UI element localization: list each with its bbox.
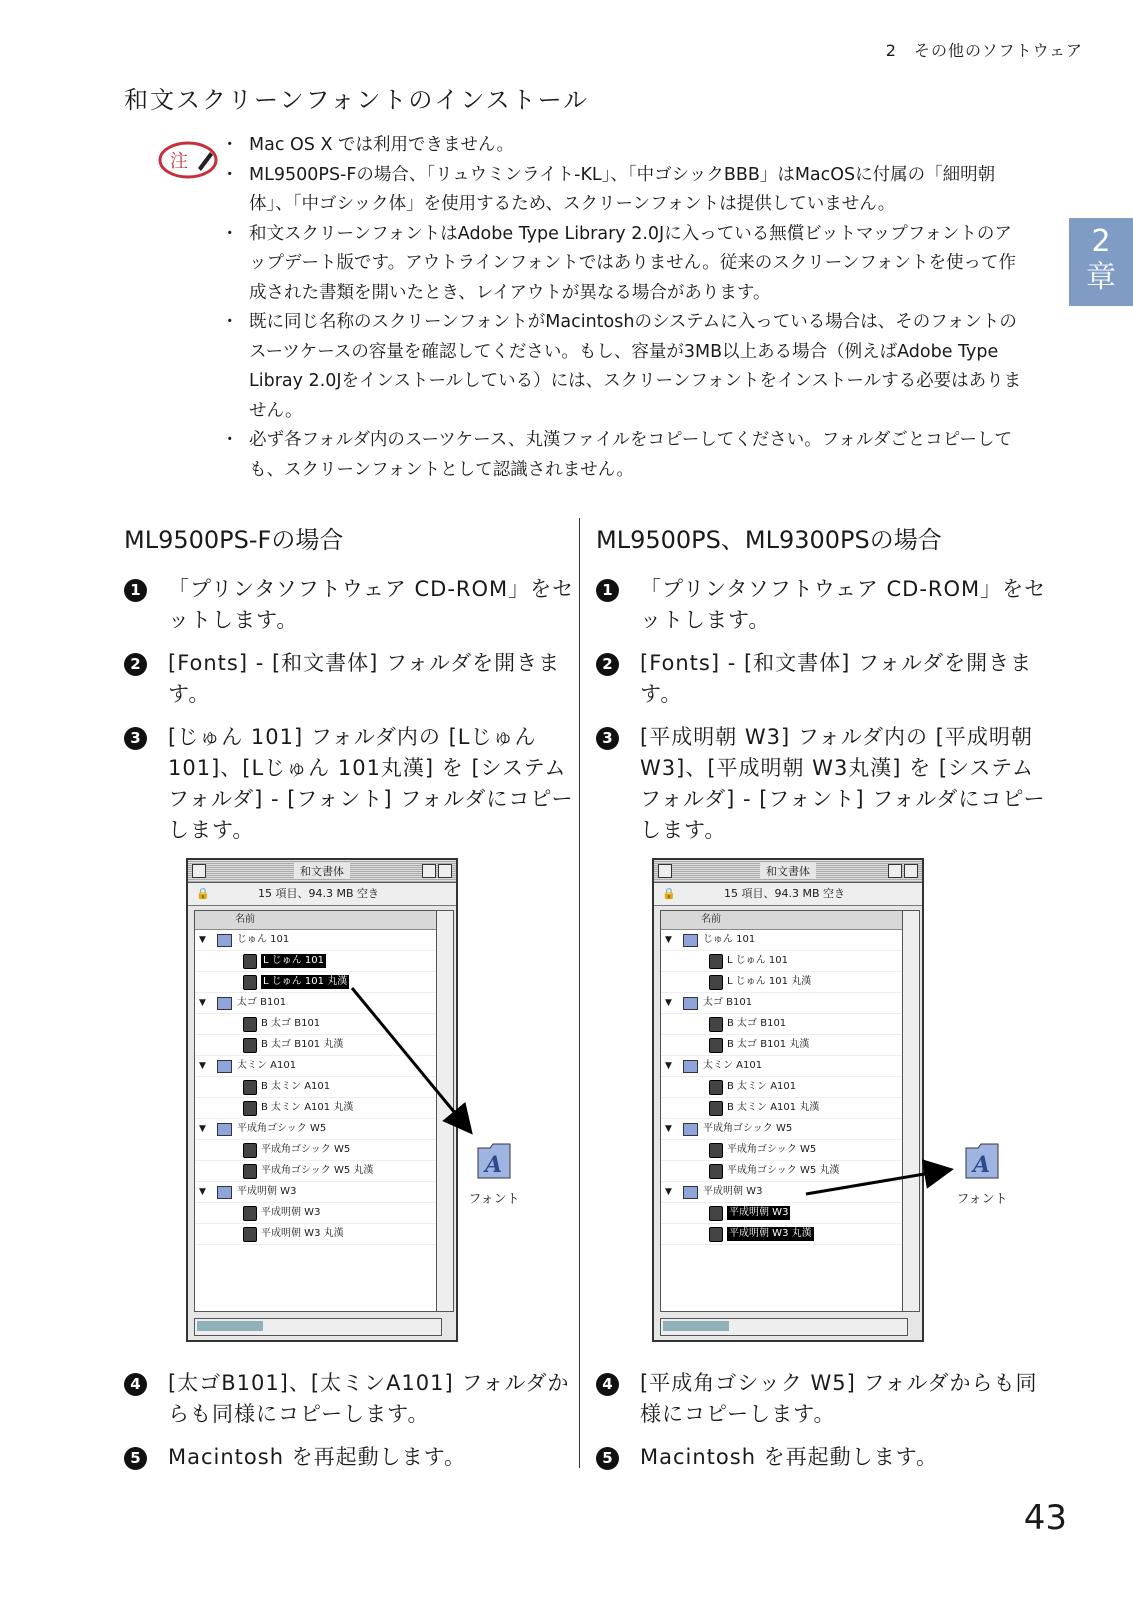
step-3	[596, 722, 1051, 846]
disclosure-triangle-icon[interactable]: ▼	[199, 998, 206, 1008]
column-header-name[interactable]: 名前	[195, 911, 441, 930]
note-item: ・ 和文スクリーンフォントはAdobe Type Library 2.0Jに入っている無償ビットマップフォントのアップデート版です。アウトラインフォントではありません。従来のスクリーンフォントを使って作成された書類を開いたとき、レイアウトが異なる場合があります。	[225, 220, 1025, 309]
row-label: B 太ミン A101	[727, 1081, 797, 1092]
step-number: 3	[124, 727, 147, 750]
svg-text:A: A	[485, 1152, 503, 1178]
row-label: 平成角ゴシック W5 丸漢	[727, 1165, 840, 1176]
step-1	[124, 574, 579, 636]
right-column-title: ML9500PS、ML9300PSの場合	[596, 526, 942, 554]
note-badge-text: 注	[170, 151, 188, 172]
chapter-label: 章	[1086, 260, 1116, 295]
note-list	[225, 131, 1025, 485]
disclosure-triangle-icon[interactable]: ▼	[199, 1061, 206, 1071]
row-label: 平成角ゴシック W5	[703, 1123, 793, 1134]
disclosure-triangle-icon[interactable]: ▼	[199, 1187, 206, 1197]
step-3	[124, 722, 579, 846]
step-text: [Fonts] - [和文書体] フォルダを開きます。	[168, 651, 561, 706]
row-label: 平成角ゴシック W5	[727, 1144, 817, 1155]
row-label: B 太ミン A101 丸漢	[261, 1102, 354, 1113]
section-title: 和文スクリーンフォントのインストール	[124, 86, 590, 114]
row-label: 平成明朝 W3 丸漢	[261, 1228, 344, 1239]
drag-arrow-icon	[596, 858, 1051, 1358]
row-label: 太ミン A101	[237, 1060, 297, 1071]
step-number: 5	[596, 1447, 619, 1470]
step-text: [太ゴB101]、[太ミンA101] フォルダからも同様にコピーします。	[168, 1371, 570, 1426]
step-number: 1	[124, 579, 147, 602]
step-text: Macintosh を再起動します。	[640, 1445, 939, 1469]
left-column-title: ML9500PS-Fの場合	[124, 526, 344, 554]
step-2	[124, 648, 579, 710]
lock-icon: 🔒	[662, 887, 676, 900]
row-label: じゅん 101	[703, 934, 756, 945]
row-label: 太ゴ B101	[237, 997, 287, 1008]
step-text: [じゅん 101] フォルダ内の [Lじゅん 101]、[Lじゅん 101丸漢] を [システムフォルダ] - [フォント] フォルダにコピーします。	[168, 725, 574, 842]
step-4	[124, 1368, 579, 1430]
row-label: 平成明朝 W3	[703, 1186, 763, 1197]
disclosure-triangle-icon[interactable]: ▼	[665, 935, 672, 945]
row-label: 平成角ゴシック W5	[261, 1144, 351, 1155]
step-text: [平成角ゴシック W5] フォルダからも同様にコピーします。	[640, 1371, 1038, 1426]
disclosure-triangle-icon[interactable]: ▼	[665, 1187, 672, 1197]
row-label: 平成明朝 W3 丸漢	[729, 1228, 812, 1239]
disclosure-triangle-icon[interactable]: ▼	[199, 935, 206, 945]
disclosure-triangle-icon[interactable]: ▼	[199, 1124, 206, 1134]
finder-screenshot	[124, 858, 579, 1358]
step-number: 1	[596, 579, 619, 602]
row-label: L じゅん 101 丸漢	[263, 976, 348, 987]
row-label: 平成明朝 W3	[261, 1207, 321, 1218]
row-label: L じゅん 101	[727, 955, 789, 966]
disclosure-triangle-icon[interactable]: ▼	[665, 998, 672, 1008]
svg-text:A: A	[973, 1152, 991, 1178]
fonts-folder-label: フォント	[956, 1192, 1008, 1207]
step-1	[596, 574, 1051, 636]
left-column	[124, 520, 579, 1485]
step-text: [平成明朝 W3] フォルダ内の [平成明朝 W3]、[平成明朝 W3丸漢] を [システムフォルダ] - [フォント] フォルダにコピーします。	[640, 725, 1046, 842]
note-item: ・ ML9500PS-Fの場合、「リュウミンライト-KL」、「中ゴシックBBB」はMacOSに付属の「細明朝体」、「中ゴシック体」を使用するため、スクリーンフォントは提供していません。	[225, 161, 1025, 220]
chapter-number: 2	[1091, 224, 1111, 259]
window-info: 15 項目、94.3 MB 空き	[258, 887, 380, 900]
row-label: 平成明朝 W3	[729, 1207, 789, 1218]
row-label: L じゅん 101 丸漢	[727, 976, 812, 987]
step-number: 4	[596, 1373, 619, 1396]
row-label: B 太ゴ B101 丸漢	[727, 1039, 810, 1050]
step-text: 「プリンタソフトウェア CD-ROM」をセットします。	[640, 577, 1047, 632]
note-item: ・ 既に同じ名称のスクリーンフォントがMacintoshのシステムに入っている場合は、そのフォントのスーツケースの容量を確認してください。もし、容量が3MB以上ある場合（例えばAdobe Type Libray 2.0Jをインストールしている）には、スクリーンフォントをインストールする必要はありません。	[225, 308, 1025, 426]
step-5	[596, 1442, 1051, 1473]
row-label: L じゅん 101	[263, 955, 325, 966]
step-5	[124, 1442, 579, 1473]
row-label: B 太ゴ B101	[727, 1018, 787, 1029]
step-text: [Fonts] - [和文書体] フォルダを開きます。	[640, 651, 1033, 706]
column-divider	[579, 518, 580, 1468]
right-column	[596, 520, 1051, 1485]
page-number: 43	[1023, 1498, 1067, 1538]
disclosure-triangle-icon[interactable]: ▼	[665, 1124, 672, 1134]
step-4	[596, 1368, 1051, 1430]
step-number: 4	[124, 1373, 147, 1396]
step-number: 2	[596, 653, 619, 676]
row-label: B 太ゴ B101	[261, 1018, 321, 1029]
step-text: 「プリンタソフトウェア CD-ROM」をセットします。	[168, 577, 575, 632]
lock-icon: 🔒	[196, 887, 210, 900]
row-label: 平成角ゴシック W5	[237, 1123, 327, 1134]
step-number: 5	[124, 1447, 147, 1470]
window-title: 和文書体	[294, 863, 350, 879]
chapter-tab	[1069, 218, 1133, 306]
step-number: 3	[596, 727, 619, 750]
row-label: 太ミン A101	[703, 1060, 763, 1071]
finder-screenshot	[596, 858, 1051, 1358]
column-header-name[interactable]: 名前	[661, 911, 907, 930]
row-label: B 太ミン A101 丸漢	[727, 1102, 820, 1113]
row-label: B 太ゴ B101 丸漢	[261, 1039, 344, 1050]
window-title: 和文書体	[760, 863, 816, 879]
drag-arrow-icon	[124, 858, 579, 1358]
row-label: じゅん 101	[237, 934, 290, 945]
step-number: 2	[124, 653, 147, 676]
note-item: ・ Mac OS X では利用できません。	[225, 131, 1025, 161]
fonts-folder-label: フォント	[468, 1192, 520, 1207]
row-label: B 太ミン A101	[261, 1081, 331, 1092]
step-2	[596, 648, 1051, 710]
row-label: 平成明朝 W3	[237, 1186, 297, 1197]
chapter-header: 2 その他のソフトウェア	[885, 41, 1083, 60]
row-label: 平成角ゴシック W5 丸漢	[261, 1165, 374, 1176]
step-text: Macintosh を再起動します。	[168, 1445, 467, 1469]
note-item: ・ 必ず各フォルダ内のスーツケース、丸漢ファイルをコピーしてください。フォルダごとコピーしても、スクリーンフォントとして認識されません。	[225, 426, 1025, 485]
note-badge	[158, 140, 220, 180]
disclosure-triangle-icon[interactable]: ▼	[665, 1061, 672, 1071]
window-info: 15 項目、94.3 MB 空き	[724, 887, 846, 900]
row-label: 太ゴ B101	[703, 997, 753, 1008]
